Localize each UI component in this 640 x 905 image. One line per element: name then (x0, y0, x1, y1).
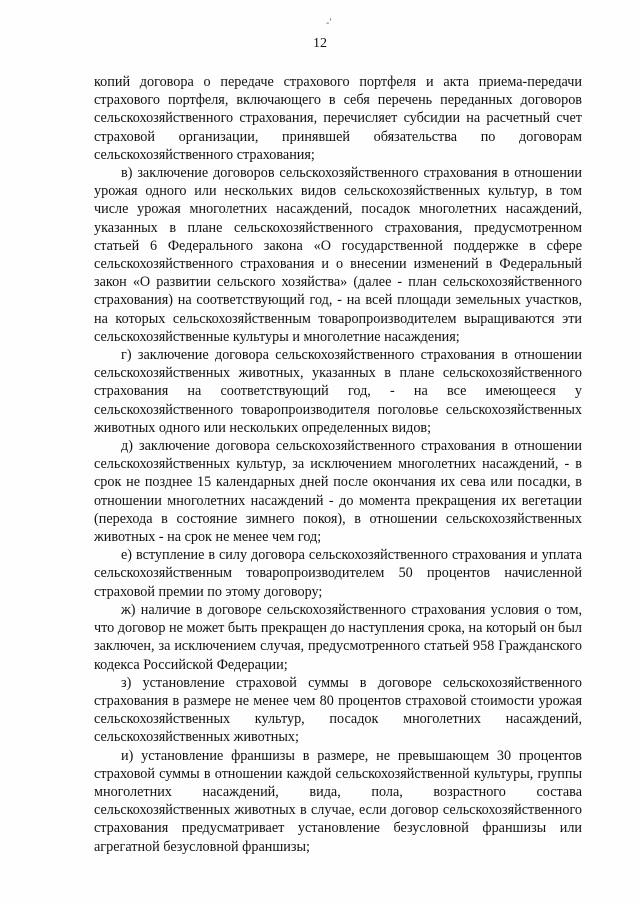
paragraph-i: и) установление франшизы в размере, не превышающем 30 процентов страховой суммы в отношении каждой сельскохозяйственной культуры, группы многолетних насаждений, вида, пола, возрастного состава сельскохозяйственных животных в случае, если договор сельскохозяйственного страхования предусматривает установление безусловной франшизы или агрегатной безусловной франшизы; (94, 747, 582, 855)
paragraph-g: г) заключение договора сельскохозяйственного страхования в отношении сельскохозяйственных животных, указанных в плане сельскохозяйственного страхования на соответствующий год, - на все имеющееся у сельскохозяйственного товаропроизводителя поголовье сельскохозяйственных животных одного или нескольких определенных видов; (94, 347, 582, 436)
paragraph-v: в) заключение договоров сельскохозяйственного страхования в отношении урожая одного или нескольких видов сельскохозяйственных культур, в том числе урожая многолетних насаждений, посадок многолетних насаждений, указанных в плане сельскохозяйственного страхования, предусмотренном статьей 6 Федерального закона «О государственной поддержке в сфере сельскохозяйственного страхования и о внесении изменений в Федеральный закон «О развитии сельского хозяйства» (далее - план сельскохозяйственного страхования) на соответствующий год, - на всей площади земельных участков, на которых сельскохозяйственным товаропроизводителем выращиваются эти сельскохозяйственные культуры и многолетние насаждения; (94, 165, 582, 345)
paragraph-d: д) заключение договора сельскохозяйственного страхования в отношении сельскохозяйственных культур, за исключением многолетних насаждений, - в срок не позднее 15 календарных дней после окончания их сева или посадки, в отношении многолетних насаждений - до момента прекращения их вегетации (перехода в состояние зимнего покоя), в отношении сельскохозяйственных животных - на срок не менее чем год; (94, 438, 582, 546)
page-number: 12 (313, 36, 327, 51)
scan-artifact: -ʼ (326, 18, 332, 29)
document-body (94, 73, 582, 856)
paragraph-continuation: копий договора о передаче страхового портфеля и акта приема-передачи страхового портфеля, включающего в себя перечень переданных договоров сельскохозяйственного страхования, перечисляет субсидии на расчетный счет страховой организации, принявшей обязательства по договорам сельскохозяйственного страхования; (94, 74, 582, 163)
paragraph-zh: ж) наличие в договоре сельскохозяйственного страхования условия о том, что договор не может быть прекращен до наступления срока, на который он был заключен, за исключением случая, предусмотренного статьей 958 Гражданского кодекса Российской Федерации; (94, 601, 582, 673)
paragraph-z: з) установление страховой суммы в договоре сельскохозяйственного страхования в размере не менее чем 80 процентов страховой стоимости урожая сельскохозяйственных культур, посадок многолетних насаждений, сельскохозяйственных животных; (94, 674, 582, 746)
paragraph-e: е) вступление в силу договора сельскохозяйственного страхования и уплата сельскохозяйственным товаропроизводителем 50 процентов начисленной страховой премии по этому договору; (94, 547, 582, 600)
